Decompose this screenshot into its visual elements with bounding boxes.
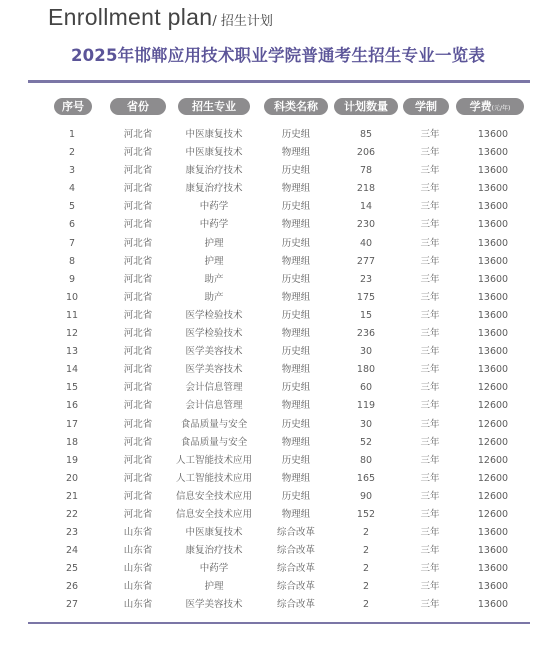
row-index: 26 [65,581,79,593]
row-index: 24 [65,545,79,557]
row-index: 11 [65,309,79,321]
row-duration: 三年 [420,165,440,177]
row-duration: 三年 [420,364,440,376]
row-category: 综合改革 [276,599,315,611]
row-tuition: 13600 [477,273,509,285]
fee-header-label: 学费 [469,100,492,113]
row-major: 助产 [204,273,224,285]
row-duration: 三年 [420,418,440,430]
row-duration: 三年 [420,346,440,358]
row-tuition: 12600 [477,472,509,484]
row-category: 历史组 [281,490,311,502]
table-row [28,307,530,325]
row-duration: 三年 [420,129,440,140]
table-row [28,162,530,180]
row-tuition: 13600 [477,581,509,593]
row-plan-count: 175 [356,291,376,303]
row-category: 历史组 [281,382,311,394]
row-index: 16 [65,400,79,412]
row-index: 2 [68,147,76,159]
row-province: 山东省 [123,599,153,611]
row-index: 27 [65,599,79,611]
row-province: 山东省 [123,581,153,593]
row-index: 7 [68,237,76,249]
row-category: 历史组 [281,309,311,321]
row-duration: 三年 [420,527,440,539]
row-index: 12 [65,328,79,340]
table-row [28,361,530,379]
row-duration: 三年 [420,273,440,285]
row-index: 23 [65,527,79,539]
row-plan-count: 78 [359,165,373,177]
column-header-years: 学制 [403,98,449,115]
column-header-category: 科类名称 [264,98,328,115]
row-plan-count: 90 [359,490,373,502]
row-province: 河北省 [123,400,153,412]
row-index: 10 [65,291,79,303]
row-province: 河北省 [123,237,153,249]
row-major: 康复治疗技术 [185,545,243,557]
row-index: 18 [65,436,79,448]
row-major: 中医康复技术 [185,129,243,140]
row-major: 助产 [204,291,224,303]
table-row [28,524,530,542]
enrollment-table [28,96,530,611]
row-province: 河北省 [123,129,153,140]
table-row [28,198,530,216]
row-province: 河北省 [123,472,153,484]
row-tuition: 12600 [477,418,509,430]
bottom-divider [28,622,530,624]
row-duration: 三年 [420,328,440,340]
row-tuition: 13600 [477,346,509,358]
row-plan-count: 218 [356,183,376,195]
row-tuition: 13600 [477,563,509,575]
row-province: 山东省 [123,527,153,539]
row-tuition: 12600 [477,454,509,466]
row-index: 6 [68,219,76,231]
row-plan-count: 277 [356,255,376,267]
row-category: 综合改革 [276,563,315,575]
row-category: 历史组 [281,129,311,140]
table-row [28,506,530,524]
row-major: 中药学 [199,201,229,213]
row-duration: 三年 [420,147,440,159]
row-major: 护理 [204,237,224,249]
row-major: 中医康复技术 [185,147,243,159]
enrollment-plan-heading [48,4,273,31]
row-tuition: 12600 [477,508,509,520]
row-plan-count: 2 [362,581,370,593]
row-duration: 三年 [420,563,440,575]
row-index: 17 [65,418,79,430]
row-plan-count: 23 [359,273,373,285]
column-header-fee [456,98,524,115]
row-duration: 三年 [420,309,440,321]
row-province: 河北省 [123,328,153,340]
row-category: 物理组 [281,436,311,448]
row-category: 历史组 [281,418,311,430]
table-row [28,325,530,343]
row-tuition: 13600 [477,219,509,231]
row-category: 物理组 [281,472,311,484]
row-major: 医学美容技术 [185,364,243,376]
row-province: 河北省 [123,255,153,267]
row-index: 19 [65,454,79,466]
row-duration: 三年 [420,454,440,466]
row-duration: 三年 [420,291,440,303]
row-index: 22 [65,508,79,520]
column-header-plan: 计划数量 [334,98,398,115]
row-tuition: 12600 [477,400,509,412]
row-plan-count: 2 [362,599,370,611]
row-province: 河北省 [123,165,153,177]
table-row [28,488,530,506]
row-category: 综合改革 [276,581,315,593]
row-tuition: 13600 [477,147,509,159]
row-category: 历史组 [281,201,311,213]
table-row [28,560,530,578]
row-tuition: 13600 [477,364,509,376]
row-major: 食品质量与安全 [180,436,248,448]
page-title: 2025年邯郸应用技术职业学院普通考生招生专业一览表 [70,46,486,65]
row-province: 山东省 [123,545,153,557]
row-tuition: 13600 [477,183,509,195]
row-category: 物理组 [281,400,311,412]
table-row [28,253,530,271]
row-duration: 三年 [420,490,440,502]
row-plan-count: 30 [359,346,373,358]
row-category: 历史组 [281,237,311,249]
row-index: 13 [65,346,79,358]
column-header-index: 序号 [54,98,92,115]
row-province: 河北省 [123,490,153,502]
row-plan-count: 30 [359,418,373,430]
row-duration: 三年 [420,219,440,231]
row-plan-count: 206 [356,147,376,159]
row-index: 4 [68,183,76,195]
row-index: 3 [68,165,76,177]
row-index: 21 [65,490,79,502]
row-category: 历史组 [281,346,311,358]
row-major: 会计信息管理 [185,400,243,412]
row-province: 河北省 [123,147,153,159]
row-duration: 三年 [420,436,440,448]
row-duration: 三年 [420,545,440,557]
row-category: 物理组 [281,255,311,267]
row-province: 河北省 [123,382,153,394]
row-plan-count: 15 [359,309,373,321]
row-province: 河北省 [123,508,153,520]
row-category: 物理组 [281,219,311,231]
table-row [28,180,530,198]
row-province: 河北省 [123,436,153,448]
row-tuition: 12600 [477,382,509,394]
table-row [28,289,530,307]
row-major: 护理 [204,581,224,593]
row-province: 河北省 [123,273,153,285]
table-row [28,144,530,162]
row-plan-count: 236 [356,328,376,340]
table-row [28,126,530,144]
table-row [28,235,530,253]
row-province: 河北省 [123,364,153,376]
row-tuition: 13600 [477,201,509,213]
row-index: 5 [68,201,76,213]
column-header-major: 招生专业 [178,98,250,115]
row-major: 信息安全技术应用 [175,490,252,502]
fee-unit: (元/年) [491,105,511,112]
table-row [28,397,530,415]
row-plan-count: 165 [356,472,376,484]
row-major: 中药学 [199,563,229,575]
table-row [28,434,530,452]
table-row [28,216,530,234]
row-major: 食品质量与安全 [180,418,248,430]
table-row [28,578,530,596]
row-plan-count: 80 [359,454,373,466]
row-major: 医学检验技术 [185,328,243,340]
row-category: 物理组 [281,183,311,195]
row-tuition: 13600 [477,309,509,321]
row-tuition: 12600 [477,436,509,448]
row-category: 物理组 [281,147,311,159]
row-duration: 三年 [420,201,440,213]
row-plan-count: 180 [356,364,376,376]
row-index: 9 [68,273,76,285]
row-category: 物理组 [281,364,311,376]
column-header-province: 省份 [110,98,166,115]
table-header [28,96,530,120]
top-divider [28,80,530,83]
row-duration: 三年 [420,237,440,249]
row-category: 综合改革 [276,527,315,539]
row-tuition: 13600 [477,545,509,557]
heading-chinese: / 招生计划 [212,14,273,29]
row-plan-count: 2 [362,545,370,557]
row-plan-count: 40 [359,237,373,249]
table-row [28,542,530,560]
row-plan-count: 85 [359,129,373,140]
row-major: 会计信息管理 [185,382,243,394]
row-index: 14 [65,364,79,376]
row-category: 历史组 [281,165,311,177]
row-tuition: 13600 [477,328,509,340]
row-plan-count: 2 [362,563,370,575]
row-major: 人工智能技术应用 [175,454,252,466]
row-province: 河北省 [123,346,153,358]
table-row [28,343,530,361]
row-index: 1 [68,129,76,140]
row-major: 医学检验技术 [185,309,243,321]
row-province: 河北省 [123,219,153,231]
heading-english: Enrollment plan [48,4,213,30]
row-category: 历史组 [281,454,311,466]
row-plan-count: 2 [362,527,370,539]
row-tuition: 13600 [477,237,509,249]
row-duration: 三年 [420,599,440,611]
table-row [28,596,530,614]
table-row [28,379,530,397]
row-plan-count: 119 [356,400,376,412]
row-major: 护理 [204,255,224,267]
row-province: 山东省 [123,563,153,575]
row-tuition: 13600 [477,291,509,303]
row-major: 人工智能技术应用 [175,472,252,484]
row-category: 物理组 [281,328,311,340]
row-plan-count: 152 [356,508,376,520]
row-duration: 三年 [420,382,440,394]
row-category: 物理组 [281,508,311,520]
row-province: 河北省 [123,183,153,195]
row-duration: 三年 [420,472,440,484]
row-major: 医学美容技术 [185,599,243,611]
row-tuition: 13600 [477,129,509,140]
row-category: 历史组 [281,273,311,285]
row-major: 中医康复技术 [185,527,243,539]
row-category: 综合改革 [276,545,315,557]
row-plan-count: 14 [359,201,373,213]
row-major: 信息安全技术应用 [175,508,252,520]
row-duration: 三年 [420,183,440,195]
row-duration: 三年 [420,581,440,593]
row-duration: 三年 [420,400,440,412]
table-row [28,416,530,434]
row-province: 河北省 [123,201,153,213]
row-province: 河北省 [123,454,153,466]
row-duration: 三年 [420,508,440,520]
table-body [28,126,530,615]
row-index: 20 [65,472,79,484]
row-tuition: 13600 [477,527,509,539]
table-row [28,470,530,488]
row-duration: 三年 [420,255,440,267]
row-major: 康复治疗技术 [185,183,243,195]
row-category: 物理组 [281,291,311,303]
row-major: 医学美容技术 [185,346,243,358]
row-province: 河北省 [123,309,153,321]
row-tuition: 13600 [477,165,509,177]
row-major: 中药学 [199,219,229,231]
table-row [28,271,530,289]
row-plan-count: 230 [356,219,376,231]
row-index: 8 [68,255,76,267]
row-tuition: 13600 [477,255,509,267]
row-index: 15 [65,382,79,394]
row-major: 康复治疗技术 [185,165,243,177]
row-province: 河北省 [123,418,153,430]
row-plan-count: 52 [359,436,373,448]
row-index: 25 [65,563,79,575]
row-plan-count: 60 [359,382,373,394]
row-tuition: 12600 [477,490,509,502]
table-row [28,452,530,470]
row-tuition: 13600 [477,599,509,611]
row-province: 河北省 [123,291,153,303]
